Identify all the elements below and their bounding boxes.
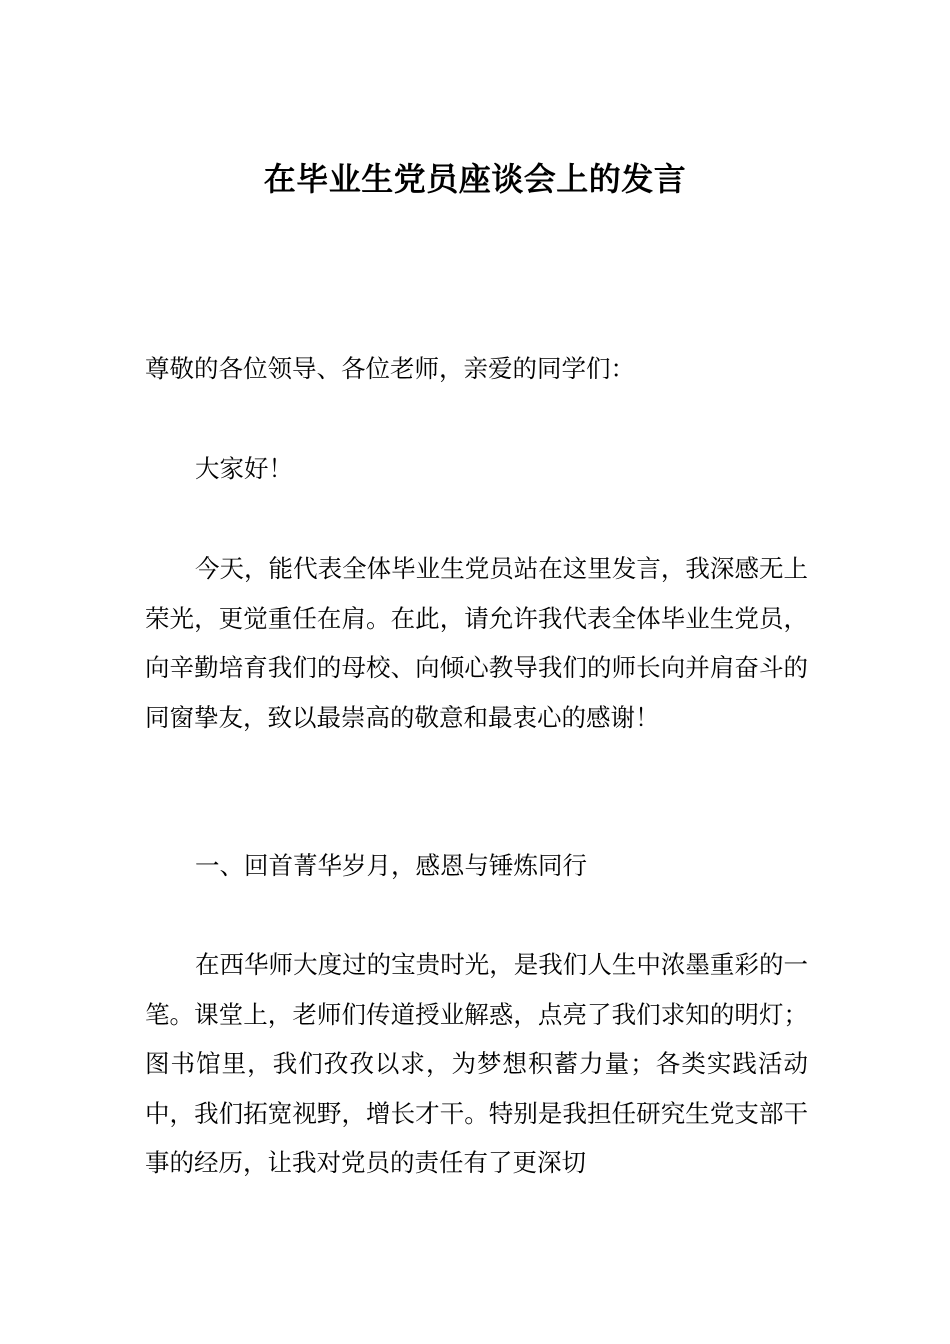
opening-paragraph: 今天，能代表全体毕业生党员站在这里发言，我深感无上荣光，更觉重任在肩。在此，请允许我代表全体毕业生党员，向辛勤培育我们的母校、向倾心教导我们的师长向并肩奋斗的同窗挚友，致以最崇高的敬意和最衷心的感谢！: [145, 554, 808, 732]
section-heading-1: 一、回首菁华岁月，感恩与锤炼同行: [195, 851, 587, 880]
salutation-paragraph: 尊敬的各位领导、各位老师，亲爱的同学们：: [145, 354, 635, 383]
document-title: 在毕业生党员座谈会上的发言: [263, 160, 687, 198]
greeting-paragraph: 大家好！: [195, 454, 293, 483]
section-1-paragraph: 在西华师大度过的宝贵时光，是我们人生中浓墨重彩的一笔。课堂上，老师们传道授业解惑，点亮了我们求知的明灯；图书馆里，我们孜孜以求，为梦想积蓄力量；各类实践活动中，我们拓宽视野，增长才干。特别是我担任研究生党支部干事的经历，让我对党员的责任有了更深切: [145, 950, 808, 1177]
